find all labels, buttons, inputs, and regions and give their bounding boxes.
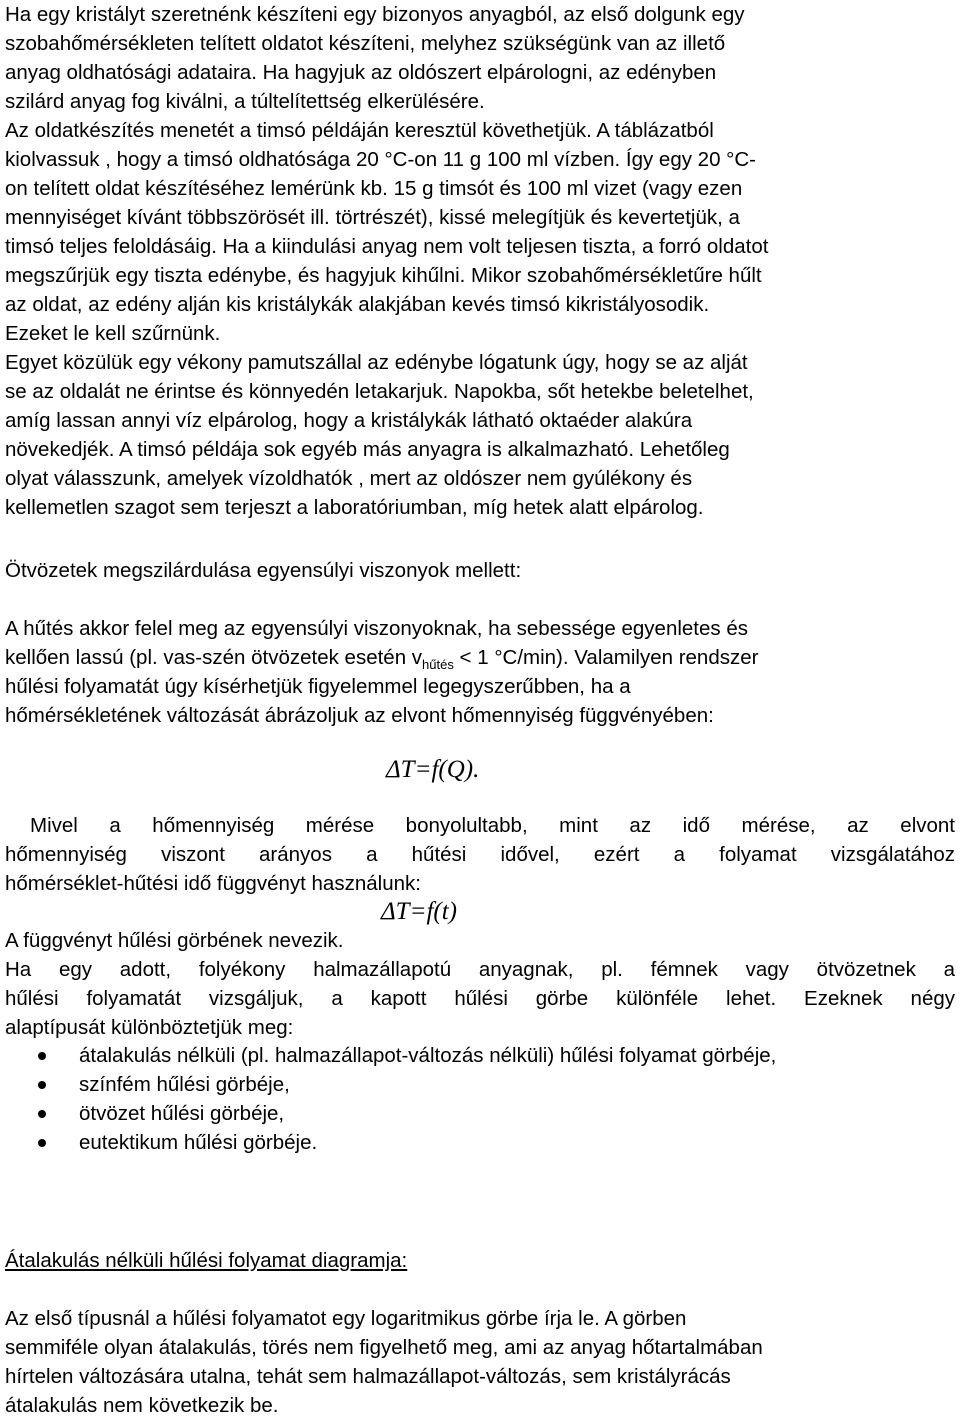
- list-item-label: ötvözet hűlési görbéje,: [79, 1102, 285, 1125]
- text-line: hőmérséklet-hűtési idő függvényt használunk:: [5, 872, 421, 895]
- text-line: megszűrjük egy tiszta edénybe, és hagyjuk kihűlni. Mikor szobahőmérsékletűre hűlt: [5, 264, 762, 287]
- formula-heat: ΔT=f(Q).: [386, 756, 480, 783]
- text-segment: hőmennyiség viszont arányos a hűtési idővel, ezért a folyamat vizsgálatához: [5, 843, 955, 866]
- bullet-icon: [38, 1052, 46, 1060]
- text-line: szilárd anyag fog kiválni, a túltelítettség elkerülésére.: [5, 90, 485, 113]
- text-line: kiolvassuk , hogy a timsó oldhatósága 20 °C-on 11 g 100 ml vízben. Így egy 20 °C-: [5, 148, 757, 171]
- text-line: semmiféle olyan átalakulás, törés nem figyelhető meg, ami az anyag hőtartalmában: [5, 1336, 763, 1359]
- bullet-icon: [38, 1139, 46, 1147]
- list-item: [5, 1128, 955, 1157]
- text-line: Egyet közülük egy vékony pamutszállal az edénybe lógatunk úgy, hogy se az alját: [5, 351, 748, 374]
- text-line: olyat válasszunk, amelyek vízoldhatók , mert az oldószer nem gyúlékony és: [5, 467, 693, 490]
- text-line: [5, 984, 955, 1013]
- subscript: hűtés: [422, 657, 454, 673]
- list-item-label: eutektikum hűlési görbéje.: [79, 1131, 318, 1154]
- crystal-paragraph: [5, 348, 955, 522]
- curve-name-line: A függvényt hűlési görbének nevezik.: [5, 929, 344, 952]
- last-paragraph: [5, 1304, 955, 1420]
- text-line: [5, 955, 955, 984]
- text-line: on telített oldat készítéséhez lemérünk kb. 15 g timsót és 100 ml vizet (vagy ezen: [5, 177, 743, 200]
- text-segment: Ha egy adott, folyékony halmazállapotú anyagnak, pl. fémnek vagy ötvözetnek a: [5, 958, 955, 981]
- text-line: hírtelen változására utalna, tehát sem halmazállapot-változás, sem kristályrácás: [5, 1365, 731, 1388]
- text-line: Ezeket le kell szűrnünk.: [5, 322, 221, 345]
- bullet-icon: [38, 1110, 46, 1118]
- text-line: az oldat, az edény alján kis kristálykák alakjában kevés timsó kikristályosodik.: [5, 293, 710, 316]
- measure-paragraph: [5, 811, 955, 898]
- list-item-label: színfém hűlési görbéje,: [79, 1073, 290, 1096]
- text-line: hűlési folyamatát úgy kísérhetjük figyelemmel legegyszerűbben, ha a: [5, 675, 631, 698]
- curve-type-list: [5, 1041, 955, 1157]
- text-segment: kellően lassú (pl. vas-szén ötvözetek esetén v: [5, 646, 423, 669]
- cooling-paragraph: [5, 614, 955, 730]
- text-segment: < 1 °C/min). Valamilyen rendszer: [453, 646, 759, 669]
- text-line: se az oldalát ne érintse és könnyedén letakarjuk. Napokba, sőt hetekbe beletelhet,: [5, 380, 754, 403]
- text-line: Az oldatkészítés menetét a timsó példáján keresztül követhetjük. A táblázatból: [5, 119, 714, 142]
- text-line: mennyiséget kívánt többszörösét ill. törtrészét), kissé melegítjük és kevertetjük, a: [5, 206, 740, 229]
- text-line: [5, 840, 955, 869]
- text-line: alaptípusát különböztetjük meg:: [5, 1016, 294, 1039]
- text-line: szobahőmérsékleten telített oldatot készíteni, melyhez szükségünk van az illető: [5, 32, 726, 55]
- text-line: A hűtés akkor felel meg az egyensúlyi viszonyoknak, ha sebessége egyenletes és: [5, 617, 748, 640]
- text-line: [5, 643, 955, 672]
- intro-paragraph: [5, 0, 955, 348]
- text-line: Az első típusnál a hűlési folyamatot egy logaritmikus görbe írja le. A görben: [5, 1307, 687, 1330]
- types-paragraph: [5, 955, 955, 1042]
- list-item: [5, 1099, 955, 1128]
- list-item: [5, 1041, 955, 1070]
- text-line: kellemetlen szagot sem terjeszt a laboratóriumban, míg hetek alatt elpárolog.: [5, 496, 704, 519]
- text-line: növekedjék. A timsó példája sok egyéb más anyagra is alkalmazható. Lehetőleg: [5, 438, 730, 461]
- text-segment: Mivel a hőmennyiség mérése bonyolultabb, mint az idő mérése, az elvont: [30, 814, 955, 837]
- section-heading: Ötvözetek megszilárdulása egyensúlyi viszonyok mellett:: [5, 559, 522, 582]
- text-line: timsó teljes feloldásáig. Ha a kiindulási anyag nem volt teljesen tiszta, a forró oldatot: [5, 235, 769, 258]
- bullet-icon: [38, 1081, 46, 1089]
- text-line: átalakulás nem következik be.: [5, 1394, 279, 1417]
- text-segment: hűlési folyamatát vizsgáljuk, a kapott hűlési görbe különféle lehet. Ezeknek négy: [5, 987, 955, 1010]
- formula-time: ΔT=f(t): [381, 898, 457, 925]
- text-line: [5, 811, 955, 840]
- text-line: hőmérsékletének változását ábrázoljuk az elvont hőmennyiség függvényében:: [5, 704, 714, 727]
- text-line: anyag oldhatósági adataira. Ha hagyjuk az oldószert elpárologni, az edényben: [5, 61, 717, 84]
- text-line: Ha egy kristályt szeretnénk készíteni egy bizonyos anyagból, az első dolgunk egy: [5, 3, 745, 26]
- diagram-heading: Átalakulás nélküli hűlési folyamat diagramja:: [5, 1249, 408, 1272]
- list-item-label: átalakulás nélküli (pl. halmazállapot-változás nélküli) hűlési folyamat görbéje,: [79, 1044, 777, 1067]
- text-line: amíg lassan annyi víz elpárolog, hogy a kristálykák látható oktaéder alakúra: [5, 409, 693, 432]
- list-item: [5, 1070, 955, 1099]
